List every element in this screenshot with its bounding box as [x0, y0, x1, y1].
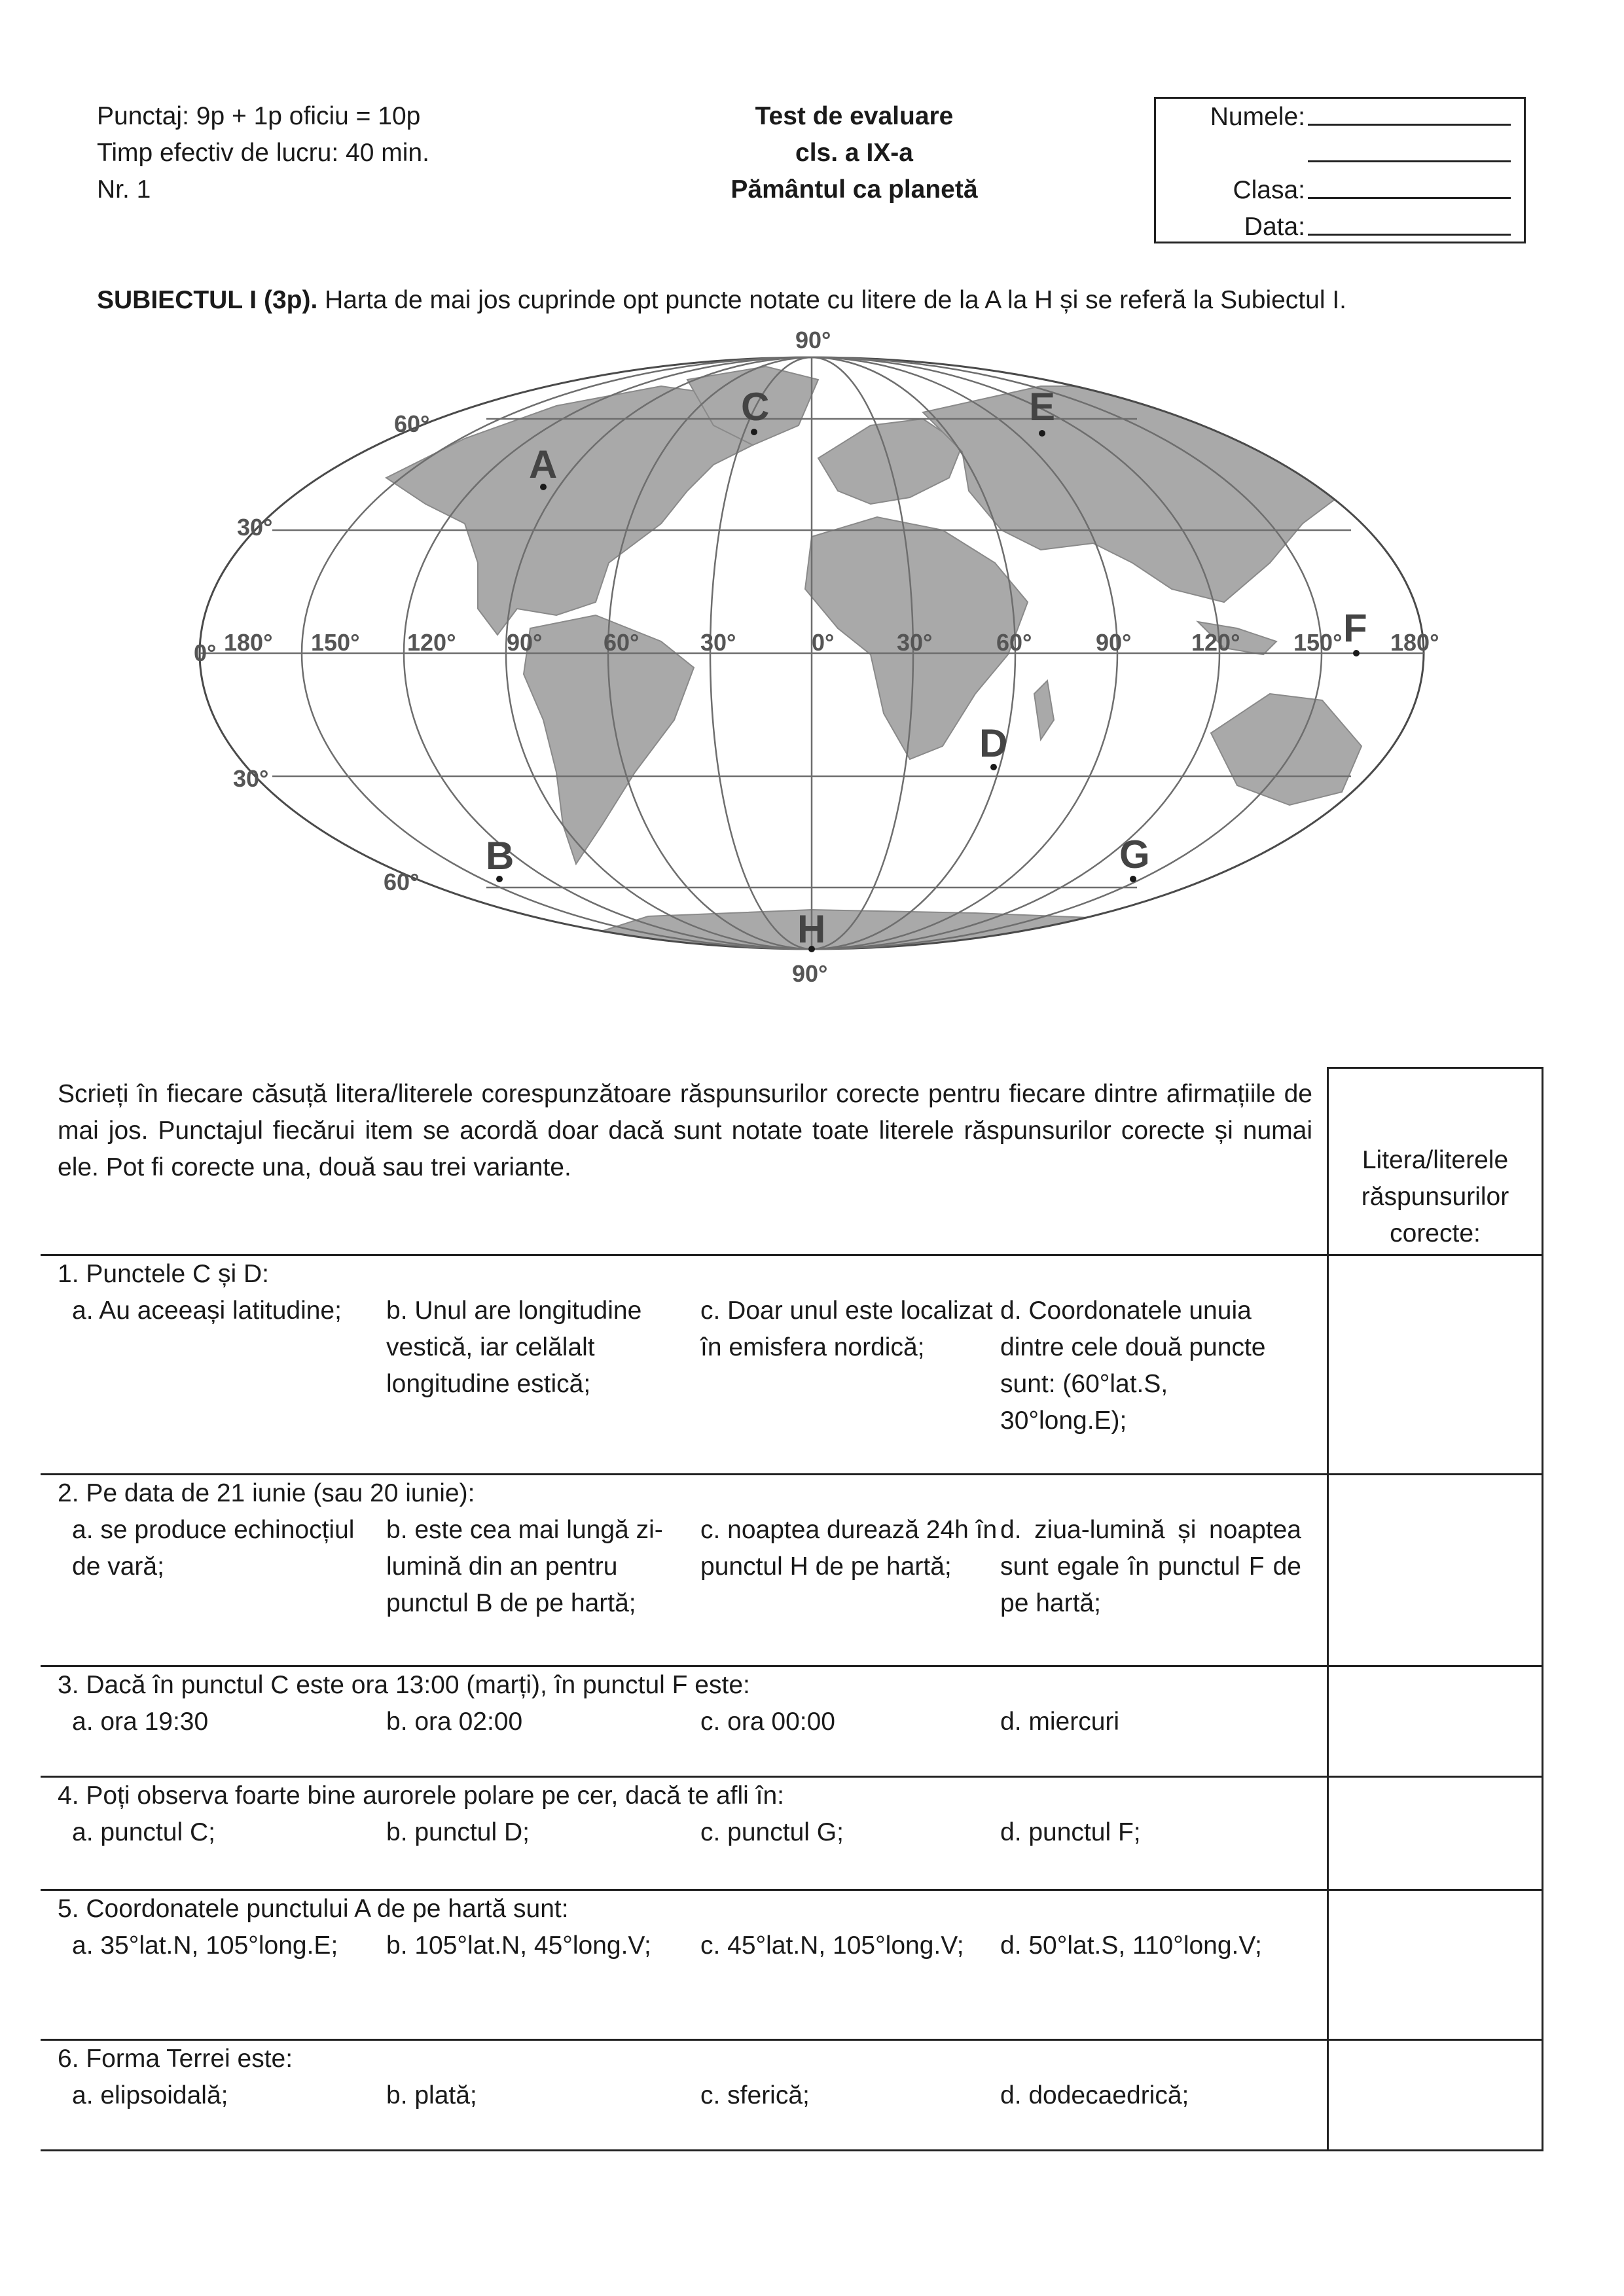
question-2 — [41, 1474, 1328, 1666]
lon-label: 90° — [507, 629, 543, 656]
option-b: b. plată; — [386, 2081, 477, 2109]
question-row — [41, 1666, 1543, 1776]
number-line: Nr. 1 — [97, 175, 151, 204]
questions-table — [41, 1067, 1543, 2151]
question-text: 6. Forma Terrei este: — [58, 2044, 293, 2073]
question-row — [41, 2039, 1543, 2150]
date-label: Data: — [1244, 213, 1305, 241]
point-e-dot — [1039, 430, 1045, 437]
option-a: a. punctul C; — [72, 1818, 215, 1846]
subject-heading — [97, 286, 1346, 315]
subject-text: Harta de mai jos cuprinde opt puncte notate cu litere de la A la H și se referă la Subiectul I. — [317, 286, 1347, 314]
class-label: Clasa: — [1233, 176, 1305, 204]
lon-label: 150° — [1293, 629, 1343, 656]
option-d: d. dodecaedrică; — [1000, 2081, 1189, 2109]
question-row — [41, 1474, 1543, 1666]
lon-label: 0° — [812, 629, 835, 656]
option-d: d. 50°lat.S, 110°long.V; — [1000, 1931, 1262, 1960]
lon-label: 180° — [224, 629, 273, 656]
instructions: Scrieți în fiecare căsuță litera/literele corespunzătoare răspunsurilor corecte pentru fiecare dintre afirmațiile de mai jos. Punctajul fiecărui item se acordă doar dacă sunt notate toate literele răspunsurilor corecte și numai ele. Pot fi corecte una, două sau trei variante. — [58, 1079, 1312, 1181]
question-text: 3. Dacă în punctul C este ora 13:00 (marți), în punctul F este: — [58, 1670, 750, 1699]
point-f-dot — [1353, 650, 1360, 656]
subject-title: SUBIECTUL I (3p). — [97, 286, 318, 314]
point-f-label: F — [1343, 606, 1367, 650]
option-a: a. Au aceeași latitudine; — [72, 1296, 342, 1325]
lat-label-top: 90° — [795, 327, 831, 353]
question-6 — [41, 2039, 1328, 2150]
answer-header: Litera/literele răspunsurilor corecte: — [1328, 1068, 1543, 1255]
option-b: b. este cea mai lungă zi-lumină din an pentru punctul B de pe hartă; — [386, 1515, 663, 1617]
lon-label: 180° — [1390, 629, 1439, 656]
name-row[interactable] — [1210, 99, 1511, 135]
lon-label: 120° — [407, 629, 456, 656]
point-c-label: C — [741, 385, 770, 429]
date-line[interactable] — [1308, 209, 1511, 236]
lon-label: 60° — [996, 629, 1032, 656]
question-row — [41, 1890, 1543, 2039]
question-4 — [41, 1776, 1328, 1890]
option-a: a. ora 19:30 — [72, 1707, 209, 1736]
lon-label: 120° — [1191, 629, 1240, 656]
option-c: c. noaptea durează 24h în punctul H de pe hartă; — [700, 1515, 998, 1581]
world-map — [190, 327, 1473, 995]
lon-label: 30° — [897, 629, 933, 656]
point-g-label: G — [1119, 833, 1150, 876]
time-line: Timp efectiv de lucru: 40 min. — [97, 139, 429, 167]
option-b: b. Unul are longitudine vestică, iar celălalt longitudine estică; — [386, 1296, 642, 1398]
option-c: c. sferică; — [700, 2081, 810, 2109]
point-a-label: A — [529, 442, 558, 486]
option-b: b. 105°lat.N, 45°long.V; — [386, 1931, 651, 1960]
question-text: 4. Poți observa foarte bine aurorele polare pe cer, dacă te afli în: — [58, 1781, 785, 1810]
point-c-dot — [751, 429, 757, 435]
date-row[interactable] — [1244, 209, 1511, 245]
name-line-2[interactable] — [1308, 135, 1511, 162]
topic-line: Pământul ca planetă — [731, 175, 978, 204]
class-row[interactable] — [1233, 172, 1511, 209]
option-a: a. 35°lat.N, 105°long.E; — [72, 1931, 338, 1960]
student-info-box — [1154, 97, 1526, 243]
lon-label: 60° — [604, 629, 640, 656]
point-g-dot — [1130, 876, 1136, 882]
test-title — [648, 98, 1060, 208]
option-d: d. punctul F; — [1000, 1818, 1141, 1846]
option-c: c. Doar unul este localizat în emisfera nordică; — [700, 1296, 993, 1361]
option-d: d. miercuri — [1000, 1707, 1120, 1736]
question-1 — [41, 1255, 1328, 1474]
lat-label-s60: 60° — [384, 869, 420, 895]
lat-label-n30: 30° — [237, 514, 273, 541]
lat-label-s30: 30° — [233, 765, 269, 792]
point-e-label: E — [1029, 385, 1056, 429]
lat-label-eq: 0° — [194, 639, 217, 666]
name-row-2[interactable] — [1305, 135, 1511, 172]
name-line[interactable] — [1308, 99, 1511, 126]
score-line: Punctaj: 9p + 1p oficiu = 10p — [97, 102, 421, 130]
header-info — [97, 98, 429, 208]
class-line[interactable] — [1308, 172, 1511, 199]
lon-label: 90° — [1096, 629, 1132, 656]
point-d-label: D — [979, 721, 1008, 765]
point-b-label: B — [486, 834, 514, 878]
question-text: 2. Pe data de 21 iunie (sau 20 iunie): — [58, 1479, 475, 1507]
option-c: c. 45°lat.N, 105°long.V; — [700, 1931, 964, 1960]
answer-box-5[interactable] — [1328, 1890, 1543, 2039]
lon-label: 30° — [700, 629, 736, 656]
option-a: a. se produce echinocțiul de vară; — [72, 1515, 355, 1581]
lat-label-n60: 60° — [394, 410, 430, 437]
answer-box-4[interactable] — [1328, 1776, 1543, 1890]
option-d: d. ziua-lumină și noaptea sunt egale în punctul F de pe hartă; — [1000, 1515, 1301, 1617]
option-c: c. punctul G; — [700, 1818, 844, 1846]
point-h-label: H — [797, 907, 826, 951]
lat-label-bottom: 90° — [792, 960, 828, 987]
name-label: Numele: — [1210, 103, 1305, 131]
class-line: cls. a IX-a — [795, 139, 913, 167]
question-text: 1. Punctele C și D: — [58, 1259, 269, 1288]
lon-label: 150° — [311, 629, 360, 656]
question-3 — [41, 1666, 1328, 1776]
option-b: b. ora 02:00 — [386, 1707, 523, 1736]
option-c: c. ora 00:00 — [700, 1707, 835, 1736]
title-line: Test de evaluare — [755, 102, 954, 130]
option-b: b. punctul D; — [386, 1818, 530, 1846]
answer-box-6[interactable] — [1328, 2039, 1543, 2150]
question-text: 5. Coordonatele punctului A de pe hartă sunt: — [58, 1894, 569, 1923]
answer-box-2[interactable] — [1328, 1474, 1543, 1666]
answer-box-3[interactable] — [1328, 1666, 1543, 1776]
question-row — [41, 1255, 1543, 1474]
question-row — [41, 1776, 1543, 1890]
option-a: a. elipsoidală; — [72, 2081, 228, 2109]
question-5 — [41, 1890, 1328, 2039]
answer-box-1[interactable] — [1328, 1255, 1543, 1474]
option-d: d. Coordonatele unuia dintre cele două puncte sunt: (60°lat.S, 30°long.E); — [1000, 1296, 1266, 1435]
